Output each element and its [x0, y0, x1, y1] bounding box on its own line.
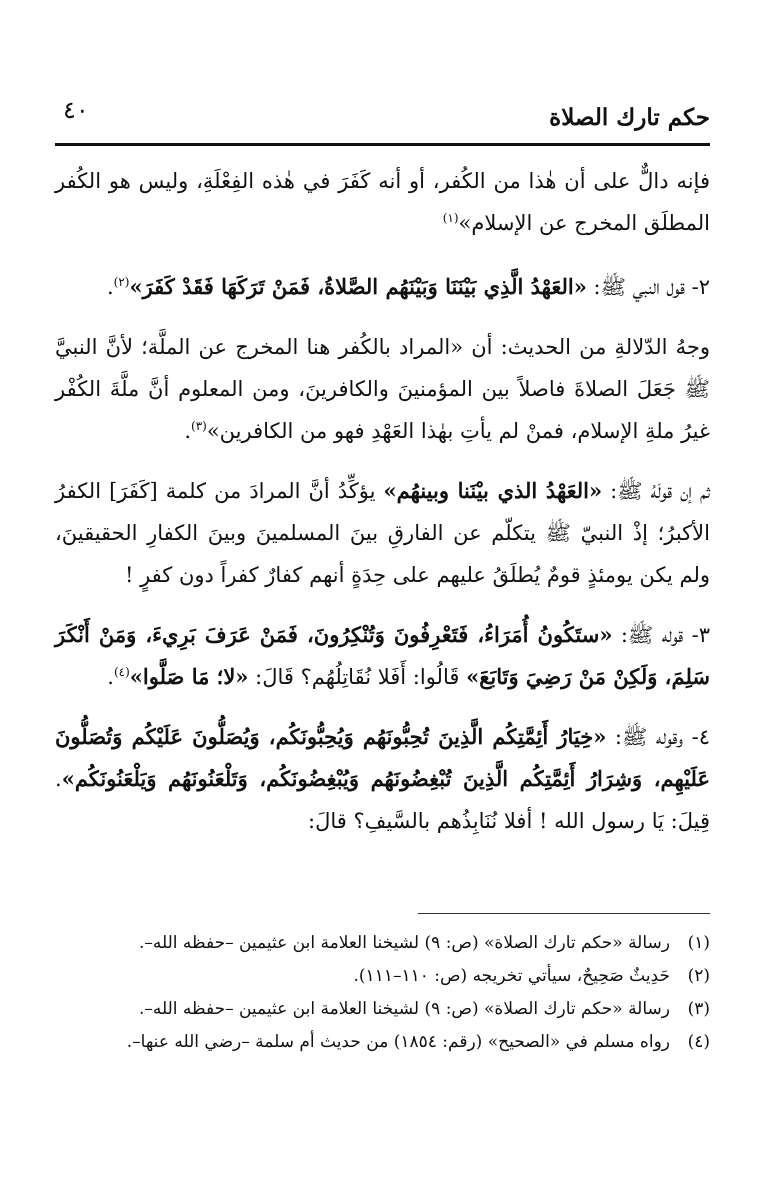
paragraph-text: . قِيلَ: يَا رسول الله ! أفلا نُنَابِذُهم بالسَّيفِ؟ قالَ:: [55, 767, 710, 833]
hadith-quote: «ستَكُونُ أُمَرَاءُ، فَتَعْرِفُونَ وَتُنْكِرُونَ، فَمَنْ عَرَفَ بَرِيءَ، وَمَنْ أَنْكَرَ سَلِمَ، وَلَكِنْ مَنْ رَضِيَ وَتَابَعَ»: [55, 622, 710, 689]
footnote-ref[interactable]: (٢): [113, 275, 130, 289]
paragraph-3: [55, 326, 710, 452]
footnote-item: [55, 961, 710, 991]
footnote-number: (٢): [687, 966, 710, 986]
footnote-item: [55, 928, 710, 958]
paragraph-tail: .: [106, 275, 114, 299]
footnote-ref[interactable]: (٣): [191, 419, 207, 433]
footnote-text: حَدِيثٌ صَحِيحٌ، سيأتي تخريجه (ص: ١١٠–١١١).: [353, 966, 670, 986]
page-number: ٤٠: [63, 96, 89, 124]
footnote-ref[interactable]: (١): [442, 211, 459, 225]
paragraph-tail: .: [184, 419, 191, 443]
paragraph-4: [55, 470, 710, 596]
footnote-ref[interactable]: (٤): [113, 665, 130, 679]
footnote-text: رسالة «حكم تارك الصلاة» (ص: ٩) لشيخنا العلامة ابن عثيمين –حفظه الله–.: [138, 933, 670, 953]
footnote-text: رواه مسلم في «الصحيح» (رقم: ١٨٥٤) من حديث أم سلمة –رضي الله عنها–.: [126, 1032, 670, 1052]
hadith-quote: «خِيَارُ أَئِمَّتِكُم الَّذِينَ تُحِبُّونَهُم وَيُحِبُّونَكُم، وَيُصَلُّونَ عَلَيْكُم وَتُصَلُّونَ عَلَيْهِم، وَشِرَارُ أَئِمَّتِكُم الَّذِينَ تُبْغِضُونَهُم وَيُبْغِضُونَكُم، وَتَلْعَنُونَهُم وَيَلْعَنُونَكُم»: [55, 724, 710, 791]
footnote-number: (٤): [687, 1032, 710, 1052]
paragraph-tail: .: [107, 665, 114, 689]
footnotes: [55, 928, 710, 1060]
paragraph-lead: ثم إن قولَهُ ﷺ:: [610, 479, 710, 503]
paragraph-text: فإنه دالٌّ على أن هٰذا من الكُفر، أو أنه كَفَرَ في هٰذه الفِعْلَةِ، وليس هو الكُفر المطلَق المخرج عن الإسلام»: [55, 169, 710, 235]
paragraph-text: قَالُوا: أَفَلا نُقَاتِلُهُم؟ قَالَ:: [255, 665, 460, 689]
paragraph-2: [55, 266, 710, 308]
hadith-quote-2: «لا؛ مَا صَلَّوا»: [129, 664, 249, 689]
paragraph-1: [55, 160, 710, 244]
running-title: حكم تارك الصلاة: [549, 104, 710, 131]
page-header: [55, 98, 710, 142]
paragraph-lead: ٢- قول النبي ﷺ:: [593, 275, 710, 299]
footnote-text: رسالة «حكم تارك الصلاة» (ص: ٩) لشيخنا العلامة ابن عثيمين –حفظه الله–.: [138, 999, 670, 1019]
paragraph-5: [55, 614, 710, 698]
hadith-quote: «العَهْدُ الَّذِي بَيْنَنَا وَبَيْنَهُم الصَّلاةُ، فَمَنْ تَرَكَهَا فَقَدْ كَفَرَ»: [129, 274, 587, 299]
header-rule: [55, 143, 710, 146]
hadith-quote: «العَهْدُ الذي بيْنَنا وبينهُم»: [383, 478, 603, 503]
paragraph-text: وجهُ الدّلالةِ من الحديث: أن «المراد بالكُفر هنا المخرج عن الملَّة؛ لأنَّ النبيَّ ﷺ جَعَلَ الصلاةَ فاصلاً بين المؤمنينَ والكافرينَ، ومن المعلوم أنَّ ملَّةَ الكُفْر غيرُ ملةِ الإسلام، فمنْ لم يأتِ بهٰذا العَهْدِ فهو من الكافرين»: [55, 335, 710, 443]
body-text: [55, 160, 710, 860]
paragraph-text: يؤكِّدُ أنَّ المرادَ من كلمة [كَفَرَ] الكفرُ الأكبرُ؛ إذْ النبيّ ﷺ يتكلّم عن الفارقِ بينَ المسلمينَ وبينَ الكفارِ الحقيقينَ، ولم يكن يومئذٍ قومٌ يُطلَقُ عليهم على حِدَةٍ أنهم كفارٌ كفراً دون كفرٍ !: [55, 479, 710, 587]
footnote-item: [55, 1027, 710, 1057]
footnote-number: (١): [687, 933, 710, 953]
paragraph-6: [55, 716, 710, 842]
footnote-item: [55, 994, 710, 1024]
paragraph-lead: ٣- قوله ﷺ:: [620, 623, 710, 647]
footnote-number: (٣): [687, 999, 710, 1019]
paragraph-lead: ٤- وقوله ﷺ:: [614, 725, 711, 749]
footnote-separator: [418, 913, 710, 914]
